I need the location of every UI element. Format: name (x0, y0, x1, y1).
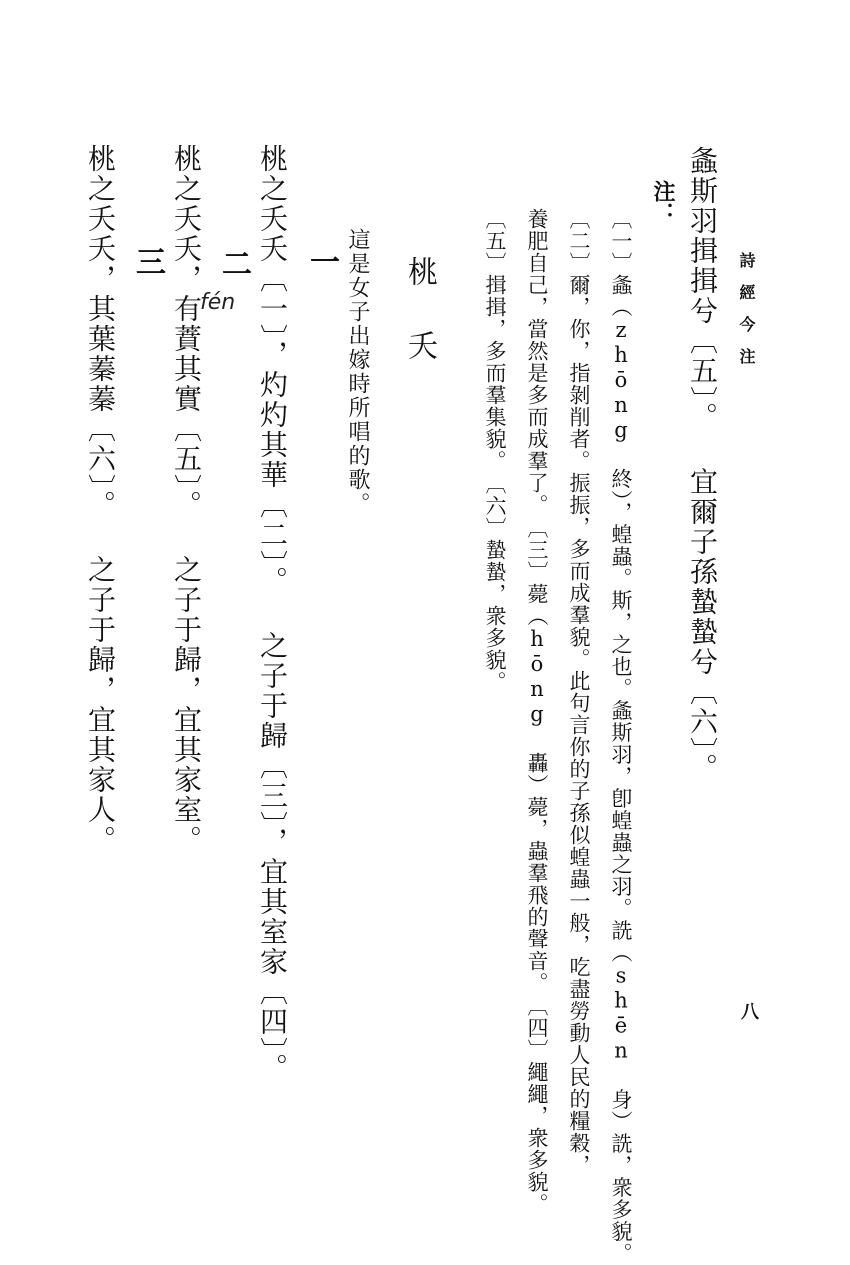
stanza-line-1: 桃之夭夭〔一〕，灼灼其華〔二〕。 之子于歸〔三〕，宜其室家〔四〕。 (256, 144, 289, 1083)
stanza-line-2: 桃之夭夭，有蕡其實〔五〕。 之子于歸，宜其家室。 (170, 144, 203, 855)
notes-label: 注： (650, 180, 676, 224)
previous-poem-last-line: 螽斯羽揖揖兮〔五〕。 宜爾子孫蟄蟄兮〔六〕。 (686, 146, 719, 783)
handwritten-annotation: fén (200, 290, 236, 315)
stanza-number-3: 三 (130, 246, 165, 276)
book-title-header: 詩經今注 (737, 252, 756, 380)
stanza-line-3: 桃之夭夭，其葉蓁蓁〔六〕。 之子于歸，宜其家人。 (84, 144, 117, 855)
stanza-number-2: 二 (216, 248, 251, 278)
poem-title: 桃夭 (402, 256, 437, 404)
note-line-3: 養肥自己，當然是多而成羣了。 〔三〕薨（hōng 轟）薨，蟲羣飛的聲音。 〔四〕繩繩，衆多貌。 (525, 208, 549, 1215)
note-line-4: 〔五〕揖揖，多而羣集貌。 〔六〕蟄蟄，衆多貌。 (483, 208, 507, 693)
note-line-2: 〔二〕爾，你，指剝削者。振振，多而成羣貌。此句言你的子孫似蝗蟲一般，吃盡勞動人民的糧穀， (567, 208, 591, 1176)
poem-intro: 這是女子出嫁時所唱的歌。 (345, 228, 370, 516)
page-number: 八 (738, 1002, 759, 1020)
note-line-1: 〔一〕螽（zhōng 終），蝗蟲。斯，之也。螽斯羽，卽蝗蟲之羽。詵（shēn 身）詵，衆多貌。 (609, 208, 633, 1265)
stanza-number-1: 一 (304, 246, 339, 276)
